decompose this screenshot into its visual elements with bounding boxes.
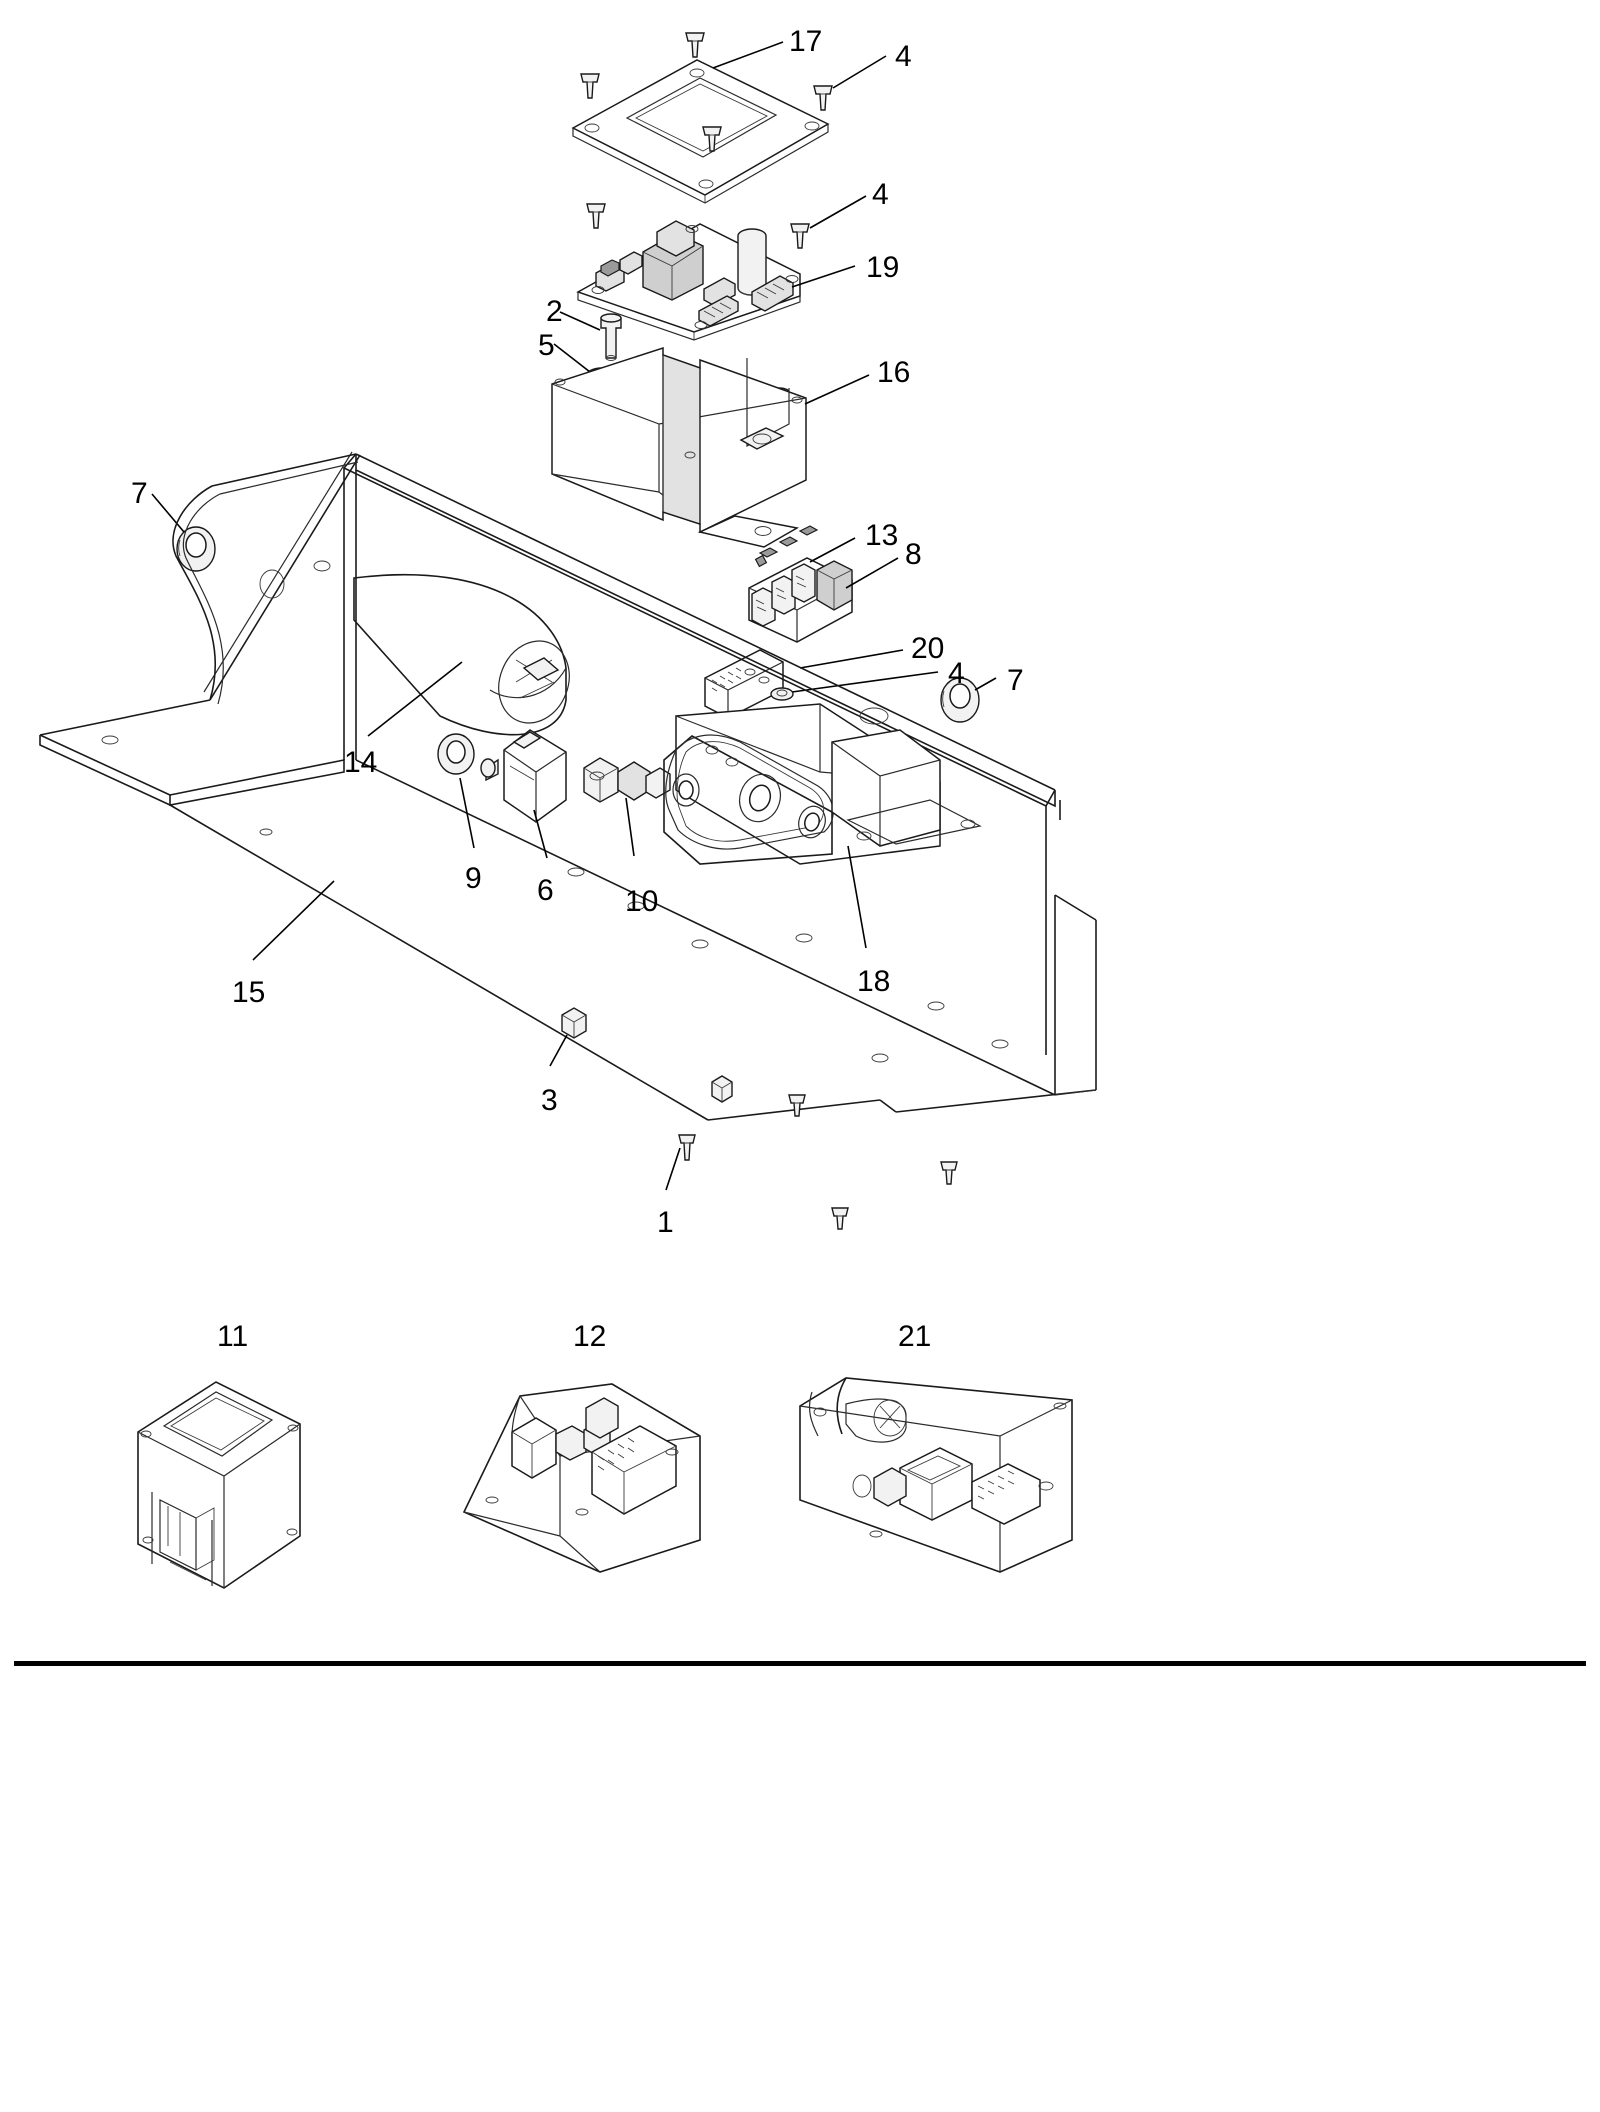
callout-9: 9: [465, 862, 482, 895]
view-label-11: 11: [217, 1320, 249, 1353]
assembly-view-enclosure: [138, 1382, 300, 1588]
solenoid-valve: [481, 730, 566, 822]
fitting-nipple: [584, 758, 670, 802]
callout-3: 3: [541, 1084, 558, 1117]
view-label-21: 21: [898, 1320, 932, 1353]
callout-8: 8: [905, 538, 922, 571]
pump-motor-assembly: [664, 704, 980, 864]
callout-6: 6: [537, 874, 554, 907]
callout-5: 5: [538, 329, 555, 362]
callout-15: 15: [232, 976, 266, 1009]
assembly-view-chassis-open: [464, 1384, 700, 1572]
sealing-washer: [438, 734, 474, 774]
callout-19: 19: [866, 251, 900, 284]
top-cover-plate: [573, 60, 828, 203]
pcb-mounting-bracket: [552, 348, 806, 547]
callout-2: 2: [546, 295, 563, 328]
callout-7a: 7: [131, 477, 148, 510]
callout-20: 20: [911, 632, 945, 665]
screw-short: [679, 1095, 957, 1229]
callout-14: 14: [344, 746, 378, 779]
callout-4c: 4: [948, 657, 965, 690]
callout-4b: 4: [872, 178, 889, 211]
callout-18: 18: [857, 965, 891, 998]
hex-nut: [562, 1008, 732, 1102]
view-label-12: 12: [573, 1320, 607, 1353]
capacitor: [354, 575, 581, 735]
screw-m4: [771, 688, 793, 700]
callout-4a: 4: [895, 40, 912, 73]
callout-10: 10: [625, 885, 659, 918]
callout-1: 1: [657, 1206, 674, 1239]
callout-17: 17: [789, 25, 823, 58]
callout-13: 13: [865, 519, 899, 552]
assembly-view-baseplate: [800, 1378, 1072, 1572]
callout-7b: 7: [1007, 664, 1024, 697]
section-divider: [14, 1661, 1586, 1666]
callout-16: 16: [877, 356, 911, 389]
